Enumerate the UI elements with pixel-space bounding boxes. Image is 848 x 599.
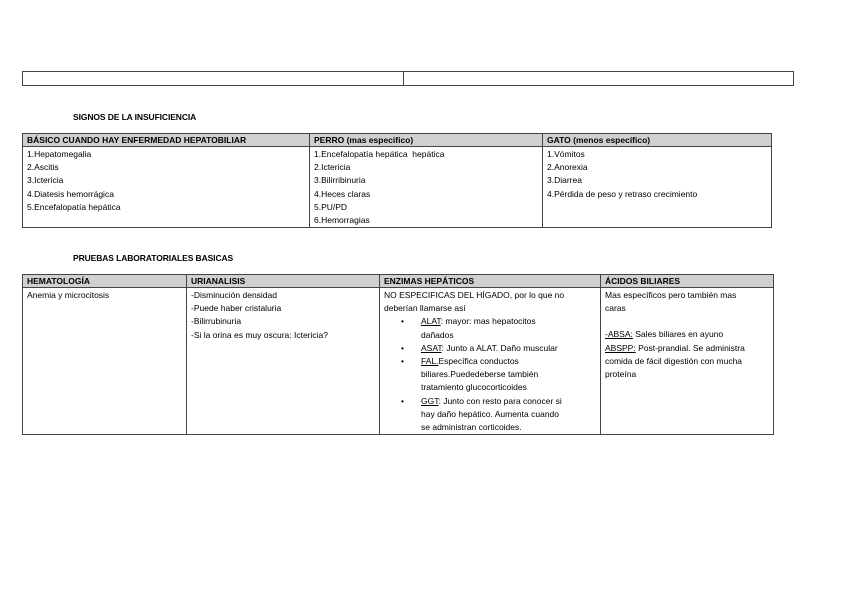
- enzima-text: biliares.Puededeberse también: [421, 369, 539, 380]
- enzima-text: : mayor: mas hepatocitos: [440, 316, 536, 327]
- enzimas-list: [384, 315, 596, 434]
- empty-header-table: [22, 71, 794, 86]
- signs-cell-gato: [543, 147, 772, 228]
- list-item: 4.Heces claras: [314, 188, 371, 199]
- list-item: 6.Hemorragias: [314, 215, 370, 226]
- bullet-icon: •: [401, 395, 404, 406]
- signs-heading: SIGNOS DE LA INSUFICIENCIA: [73, 112, 197, 122]
- enzima-term: FAL.: [421, 356, 439, 367]
- list-item: 2.Ictericia: [314, 162, 351, 173]
- list-item: 1.Hepatomegalia: [27, 149, 92, 159]
- acidos-intro-line: caras: [605, 303, 626, 314]
- acido-text: Sales biliares en ayuno: [632, 329, 724, 340]
- list-item: 2.Ascitis: [27, 162, 59, 173]
- enzima-text: tratamiento glucocorticoides: [421, 382, 527, 393]
- bullet-icon: •: [401, 356, 404, 367]
- list-item: 4.Diatesis hemorrágica: [27, 188, 114, 199]
- acido-text: comida de fácil digestión con mucha: [605, 355, 743, 366]
- enzima-text: Específica conductos: [438, 356, 519, 367]
- empty-cell-left: [23, 72, 404, 86]
- list-item: 1.Encefalopatía hepática hepática: [314, 149, 445, 159]
- acidos-intro-line: Mas específicos pero también mas: [605, 290, 737, 300]
- list-item: Anemia y microcitosis: [27, 290, 110, 300]
- enzimas-intro-line: NO ESPECIFICAS DEL HÍGADO, por lo que no: [384, 290, 565, 300]
- list-item: -Puede haber cristaluria: [191, 303, 282, 314]
- signs-header-perro: PERRO (mas especifico): [310, 134, 543, 147]
- list-item: -Disminución densidad: [191, 290, 277, 300]
- labs-cell-urianalisis: [187, 288, 380, 435]
- list-item: 1.Vómitos: [547, 149, 585, 159]
- list-item: 4.Pérdida de peso y retraso crecimiento: [547, 188, 698, 199]
- labs-header-enzimas: ENZIMAS HEPÁTICOS: [380, 275, 601, 288]
- list-item: 5.Encefalopatía hepática: [27, 201, 121, 212]
- list-item: 5.PU/PD: [314, 201, 348, 212]
- enzima-term: ASAT: [421, 342, 442, 353]
- labs-header-hematologia: HEMATOLOGÍA: [23, 275, 187, 288]
- enzimas-intro-line: deberían llamarse así: [384, 303, 466, 314]
- labs-cell-acidos: [601, 288, 774, 435]
- list-item: -Si la orina es muy oscura: Ictericia?: [191, 329, 328, 340]
- bullet-icon: •: [401, 316, 404, 327]
- signs-cell-perro: [310, 147, 543, 228]
- labs-heading: PRUEBAS LABORATORIALES BASICAS: [73, 253, 234, 263]
- enzima-text: dañados: [421, 329, 454, 340]
- labs-cell-enzimas: [380, 288, 601, 435]
- enzima-item-alat: [384, 315, 596, 341]
- enzima-item-fal: [384, 355, 596, 395]
- acido-term-absa: -ABSA:: [605, 329, 633, 340]
- signs-table: [22, 133, 772, 228]
- list-item: 3.Diarrea: [547, 175, 582, 186]
- enzima-text: se administran corticoides.: [421, 422, 522, 433]
- enzima-text: : Junto con resto para conocer si: [438, 395, 562, 406]
- acido-text: proteína: [605, 369, 637, 380]
- enzima-item-asat: [384, 342, 596, 355]
- enzima-term: GGT: [421, 395, 439, 406]
- acido-text: Post-prandial. Se administra: [635, 342, 745, 353]
- list-item: 3.Ictericia: [27, 175, 64, 186]
- enzima-item-ggt: [384, 395, 596, 435]
- signs-cell-basico: [23, 147, 310, 228]
- enzima-text: : Junto a ALAT. Daño muscular: [441, 342, 558, 353]
- labs-table: [22, 274, 774, 435]
- signs-header-gato: GATO (menos específico): [543, 134, 772, 147]
- enzima-term: ALAT: [421, 316, 441, 327]
- labs-cell-hematologia: [23, 288, 187, 435]
- labs-header-acidos: ÁCIDOS BILIARES: [601, 275, 774, 288]
- signs-header-basico: BÁSICO CUANDO HAY ENFERMEDAD HEPATOBILIAR: [23, 134, 310, 147]
- list-item: 2.Anorexia: [547, 162, 588, 173]
- acido-term-abspp: ABSPP:: [605, 342, 636, 353]
- labs-header-urianalisis: URIANALISIS: [187, 275, 380, 288]
- enzima-text: hay daño hepático. Aumenta cuando: [421, 408, 559, 419]
- empty-cell-right: [404, 72, 794, 86]
- bullet-icon: •: [401, 342, 404, 353]
- list-item: 3.Bilirribinuria: [314, 175, 366, 186]
- list-item: -Bilirrubinuria: [191, 316, 242, 327]
